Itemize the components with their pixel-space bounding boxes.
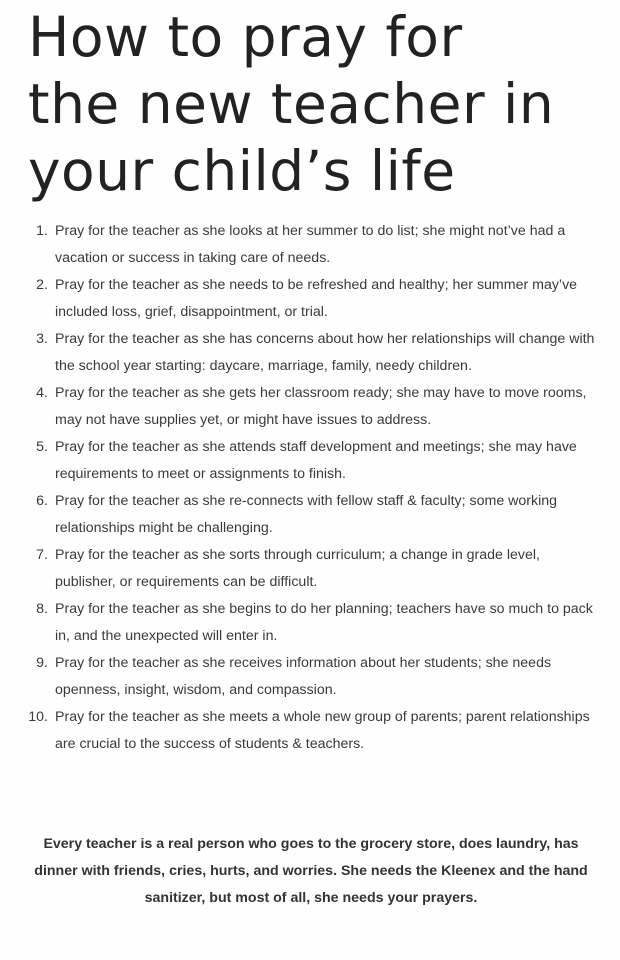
item-text: Pray for the teacher as she begins to do her planning; teachers have so much to pack in, and the unexpected will enter in. [55, 601, 593, 644]
item-text: Pray for the teacher as she has concerns about how her relationships will change with the school year starting: daycare, marriage, family, needy children. [55, 331, 595, 374]
title-line-2: the new teacher in [28, 72, 555, 136]
item-number: 3. [36, 331, 48, 347]
item-number: 5. [36, 439, 48, 455]
closing-paragraph: Every teacher is a real person who goes to the grocery store, does laundry, has dinner with friends, cries, hurts, and worries. She needs the Kleenex and the hand sanitizer, but most of all, she needs your prayers. [34, 836, 588, 906]
item-number: 9. [36, 655, 48, 671]
list-item [22, 434, 602, 488]
item-number: 2. [36, 277, 48, 293]
item-number: 8. [36, 601, 48, 617]
item-text: Pray for the teacher as she re-connects with fellow staff & faculty; some working relationships might be challenging. [55, 493, 558, 536]
item-number: 1. [36, 223, 48, 239]
item-text: Pray for the teacher as she receives information about her students; she needs openness, insight, wisdom, and compassion. [55, 655, 552, 698]
page-title [28, 4, 608, 205]
list-item [22, 488, 602, 542]
item-number: 10. [28, 709, 48, 725]
list-item [22, 596, 602, 650]
item-text: Pray for the teacher as she looks at her summer to do list; she might not’ve had a vacation or success in taking care of needs. [55, 223, 566, 266]
list-item [22, 218, 602, 272]
item-number: 4. [36, 385, 48, 401]
item-number: 7. [36, 547, 48, 563]
item-text: Pray for the teacher as she meets a whole new group of parents; parent relationships are crucial to the success of students & teachers. [55, 709, 590, 752]
item-text: Pray for the teacher as she sorts through curriculum; a change in grade level, publisher, or requirements can be difficult. [55, 547, 540, 590]
item-text: Pray for the teacher as she gets her classroom ready; she may have to move rooms, may not have supplies yet, or might have issues to address. [55, 385, 587, 428]
item-number: 6. [36, 493, 48, 509]
list-item [22, 272, 602, 326]
list-item [22, 650, 602, 704]
list-item [22, 704, 602, 758]
list-item [22, 542, 602, 596]
item-text: Pray for the teacher as she attends staff development and meetings; she may have requirements to meet or assignments to finish. [55, 439, 577, 482]
list-item [22, 380, 602, 434]
title-line-3: your child’s life [28, 139, 456, 203]
prayer-list [22, 218, 602, 758]
item-text: Pray for the teacher as she needs to be refreshed and healthy; her summer may’ve included loss, grief, disappointment, or trial. [55, 277, 578, 320]
list-item [22, 326, 602, 380]
title-line-1: How to pray for [28, 5, 463, 69]
